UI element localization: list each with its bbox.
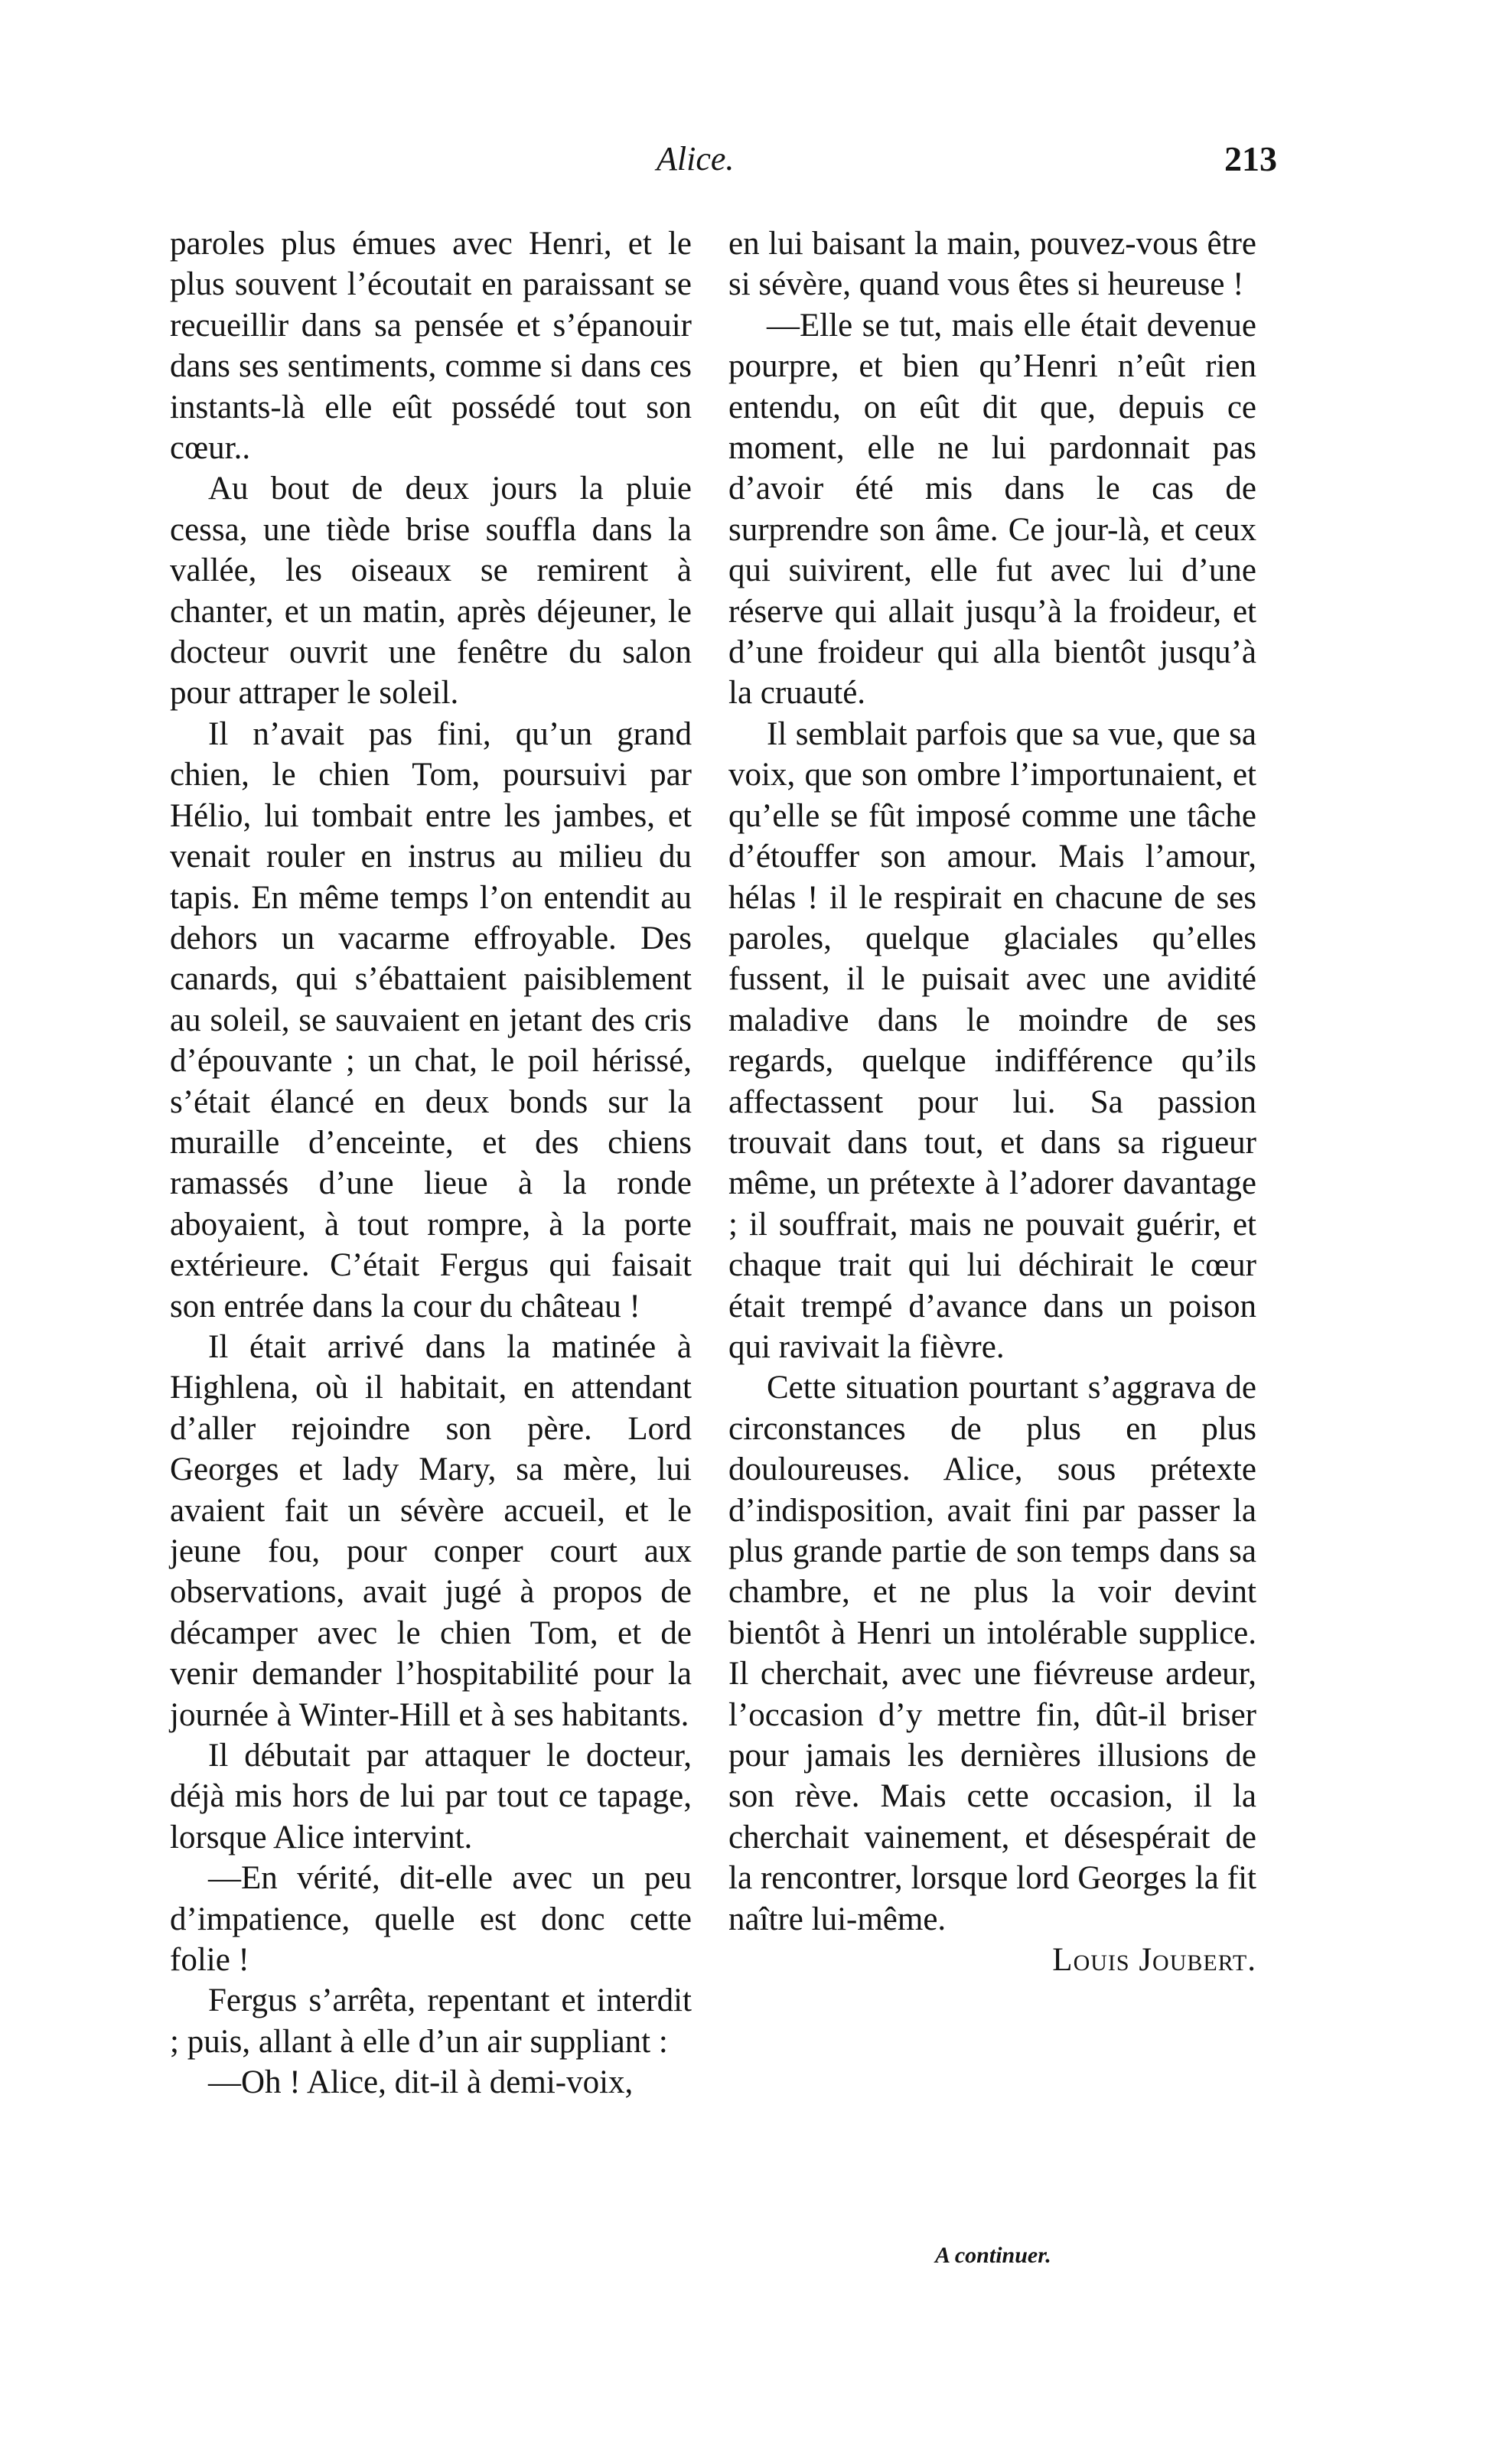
paragraph: Il débutait par attaquer le docteur, déjà mis hors de lui par tout ce tapage, lorsque Alice intervint. <box>170 1738 692 1855</box>
paragraph: Fergus s’arrêta, repentant et interdit ; puis, allant à elle d’un air suppliant : <box>170 1982 692 2060</box>
paragraph: paroles plus émues avec Henri, et le plus souvent l’écoutait en paraissant se recueillir dans sa pensée et s’épanouir dans ses sentiments, comme si dans ces instants-là elle eût possédé tout son cœur.. <box>170 226 692 467</box>
paragraph: —En vérité, dit-elle avec un peu d’impatience, quelle est donc cette folie ! <box>170 1860 692 1979</box>
right-column <box>728 223 1256 1980</box>
page-number: 213 <box>1224 139 1277 178</box>
paragraph: Au bout de deux jours la pluie cessa, une tiède brise souffla dans la vallée, les oiseaux se remirent à chanter, et un matin, après déjeuner, le docteur ouvrit une fenêtre du salon pour attraper le soleil. <box>170 471 692 712</box>
paragraph: Il n’avait pas fini, qu’un grand chien, le chien Tom, poursuivi par Hélio, lui tombait entre les jambes, et venait rouler en instrus au milieu du tapis. En même temps l’on entendit au dehors un vacarme effroyable. Des canards, qui s’ébattaient paisiblement au soleil, se sauvaient en jetant des cris d’épouvante ; un chat, le poil hérissé, s’était élancé en deux bonds sur la muraille d’enceinte, et des chiens ramassés d’une lieue à la ronde aboyaient, à tout rompre, à la porte extérieure. C’était Fergus qui faisait son entrée dans la cour du château ! <box>170 715 692 1324</box>
paragraph: —Elle se tut, mais elle était devenue pourpre, et bien qu’Henri n’eût rien entendu, on eût dit que, depuis ce moment, elle ne lui pardonnait pas d’avoir été mis dans le cas de surprendre son âme. Ce jour-là, et ceux qui suivirent, elle fut avec lui d’une réserve qui allait jusqu’à la froideur, et d’une froideur qui alla bientôt jusqu’à la cruauté. <box>728 307 1256 712</box>
paragraph: Il était arrivé dans la matinée à Highlena, où il habitait, en attendant d’aller rejoindre son père. Lord Georges et lady Mary, sa mère, lui avaient fait un sévère accueil, et le jeune fou, pour conper court aux observations, avait jugé à propos de décamper avec le chien Tom, et de venir demander l’hospitabilité pour la journée à Winter-Hill et à ses habitants. <box>170 1328 692 1733</box>
running-head: Alice. <box>657 140 735 178</box>
paragraph: Cette situation pourtant s’aggrava de circonstances de plus en plus douloureuses. Alice, sous prétexte d’indisposition, avait fini par passer la plus grande partie de son temps dans sa chambre, et ne plus la voir devint bientôt à Henri un intolérable supplice. Il cherchait, avec une fiévreuse ardeur, l’occasion d’y mettre fin, dût-il briser pour jamais les dernières illusions de son rève. Mais cette occasion, il la cherchait vainement, et désespérait de la rencontrer, lorsque lord Georges la fit naître lui-même. <box>728 1370 1256 1937</box>
left-column <box>170 223 692 2103</box>
paragraph: Il semblait parfois que sa vue, que sa voix, que son ombre l’importunaient, et qu’elle se fût imposé comme une tâche d’étouffer son amour. Mais l’amour, hélas ! il le respirait en chacune de ses paroles, quelque glaciales qu’elles fussent, il le puisait avec une avidité maladive dans le moindre de ses regards, quelque indifférence qu’ils affectassent pour lui. Sa passion trouvait dans tout, et dans sa rigueur même, un prétexte à l’adorer davantage ; il souffrait, mais ne pouvait guérir, et chaque trait qui lui déchirait le cœur était trempé d’avance dans un poison qui ravivait la fièvre. <box>728 715 1256 1365</box>
page-header <box>0 136 1512 190</box>
paragraph: en lui baisant la main, pouvez-vous être si sévère, quand vous êtes si heureuse ! <box>728 226 1256 303</box>
author-signature: Louis Joubert. <box>1052 1942 1256 1979</box>
paragraph: —Oh ! Alice, dit-il à demi-voix, <box>208 2064 634 2101</box>
continue-note: A continuer. <box>935 2243 1051 2268</box>
